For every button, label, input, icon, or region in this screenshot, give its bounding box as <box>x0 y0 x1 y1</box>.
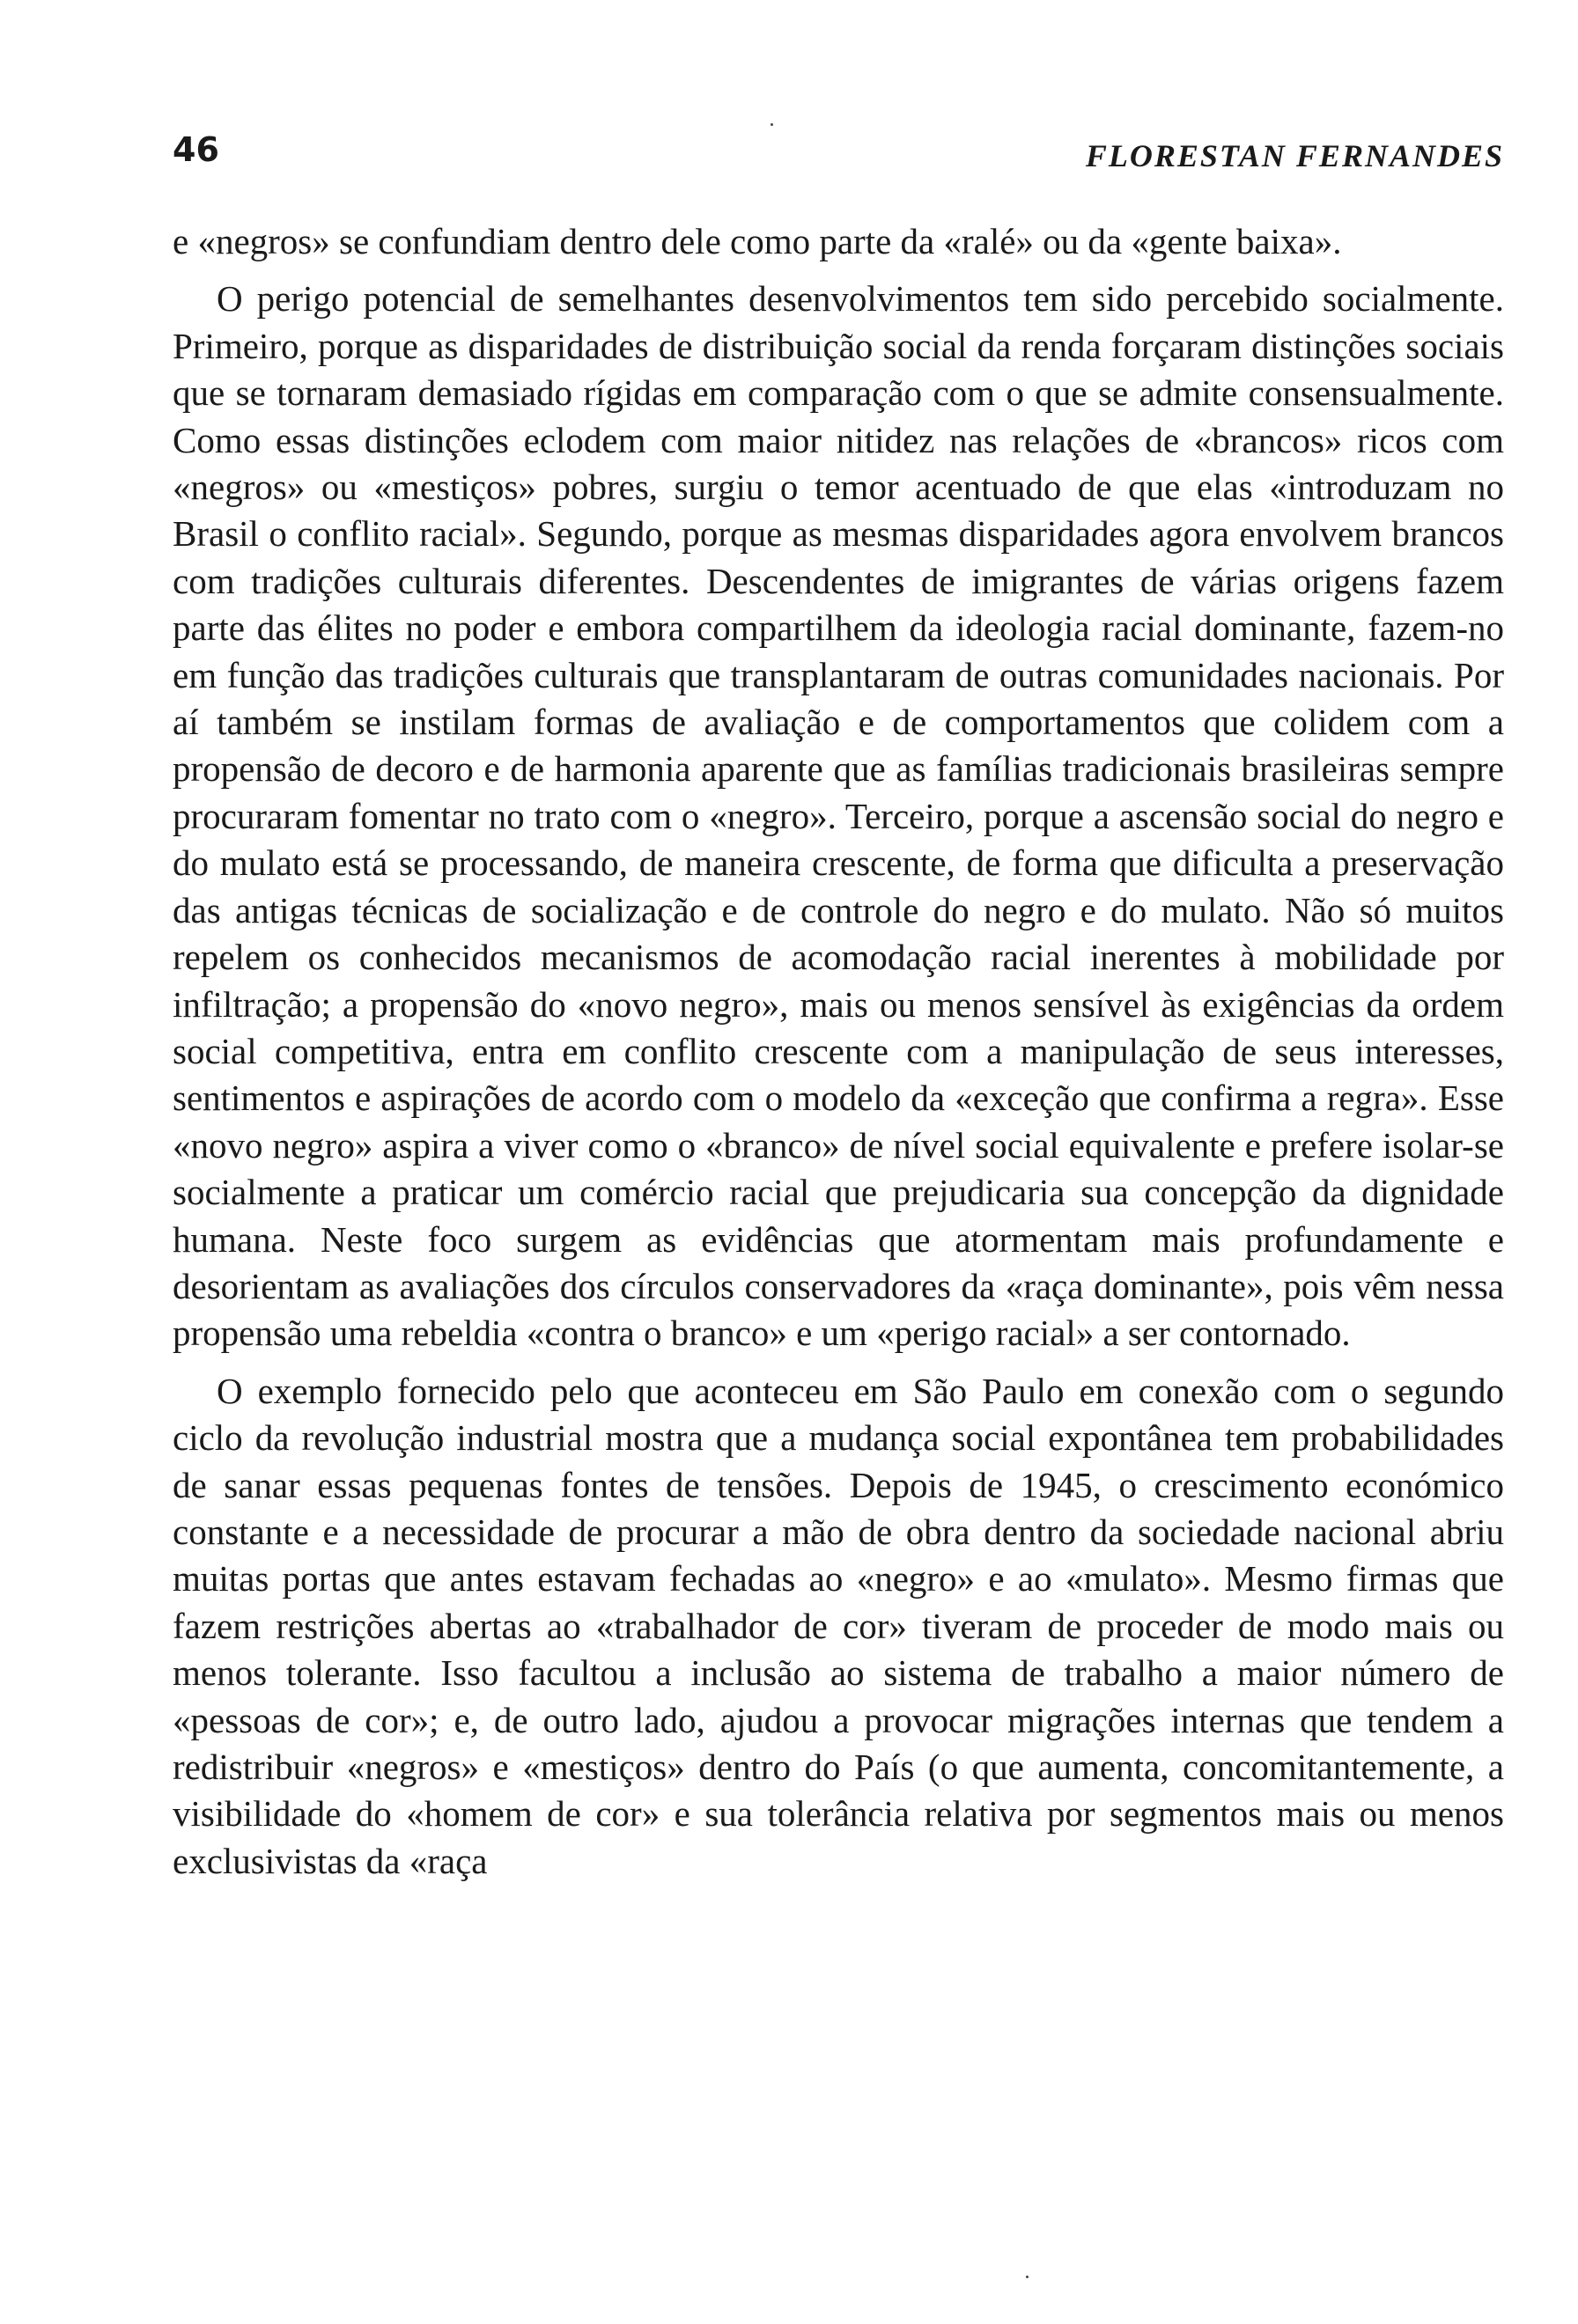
paper-speck <box>1026 2276 1029 2278</box>
paragraph-continued: e «negros» se confundiam dentro dele como parte da «ralé» ou da «gente baixa». <box>173 221 1342 261</box>
running-title: FLORESTAN FERNANDES <box>1085 138 1504 173</box>
paper-speck <box>771 123 773 126</box>
body-text <box>173 218 1504 1885</box>
paragraph: O perigo potencial de semelhantes desenvolvimentos tem sido percebido socialmente. Primeiro, porque as disparidades de distribuição social da renda forçaram distinções sociais que se tornaram demasiado rígidas em comparação com o que se admite consensualmente. Como essas distinções eclodem com maior nitidez nas relações de «brancos» ricos com «negros» ou «mestiços» pobres, surgiu o temor acentuado de que elas «introduzam no Brasil o conflito racial». Segundo, porque as mesmas disparidades agora envolvem brancos com tradições culturais diferentes. Descendentes de imigrantes de várias origens fazem parte das élites no poder e embora compartilhem da ideologia racial dominante, fazem-no em função das tradições culturais que transplantaram de outras comunidades nacionais. Por aí também se instilam formas de avaliação e de comportamentos que colidem com a propensão de decoro e de harmonia aparente que as famílias tradicionais brasileiras sempre procuraram fomentar no trato com o «negro». Terceiro, porque a ascensão social do negro e do mulato está se processando, de maneira crescente, de forma que dificulta a preservação das antigas técnicas de socialização e de controle do negro e do mulato. Não só muitos repelem os conhecidos mecanismos de acomodação racial inerentes à mobilidade por infiltração; a propensão do «novo negro», mais ou menos sensível às exigências da ordem social competitiva, entra em conflito crescente com a manipulação de seus interesses, sentimentos e aspirações de acordo com o modelo da «exceção que confirma a regra». Esse «novo negro» aspira a viver como o «branco» de nível social equivalente e prefere isolar-se socialmente a praticar um comércio racial que prejudicaria sua concepção da dignidade humana. Neste foco surgem as evidências que atormentam mais profundamente e desorientam as avaliações dos círculos conservadores da «raça dominante», pois vêm nessa propensão uma rebeldia «contra o branco» e um «perigo racial» a ser contornado. <box>173 278 1504 1354</box>
running-head <box>173 130 1504 174</box>
paragraph: O exemplo fornecido pelo que aconteceu em São Paulo em conexão com o segundo ciclo da revolução industrial mostra que a mudança social expontânea tem probabilidades de sanar essas pequenas fontes de tensões. Depois de 1945, o crescimento económico constante e a necessidade de procurar a mão de obra dentro da sociedade nacional abriu muitas portas que antes estavam fechadas ao «negro» e ao «mulato». Mesmo firmas que fazem restrições abertas ao «trabalhador de cor» tiveram de proceder de modo mais ou menos tolerante. Isso facultou a inclusão ao sistema de trabalho a maior número de «pessoas de cor»; e, de outro lado, ajudou a provocar migrações internas que tendem a redistribuir «negros» e «mestiços» dentro do País (o que aumenta, concomitantemente, a visibilidade do «homem de cor» e sua tolerância relativa por segmentos mais ou menos exclusivistas da «raça <box>173 1370 1504 1881</box>
page-number: 46 <box>173 130 219 169</box>
